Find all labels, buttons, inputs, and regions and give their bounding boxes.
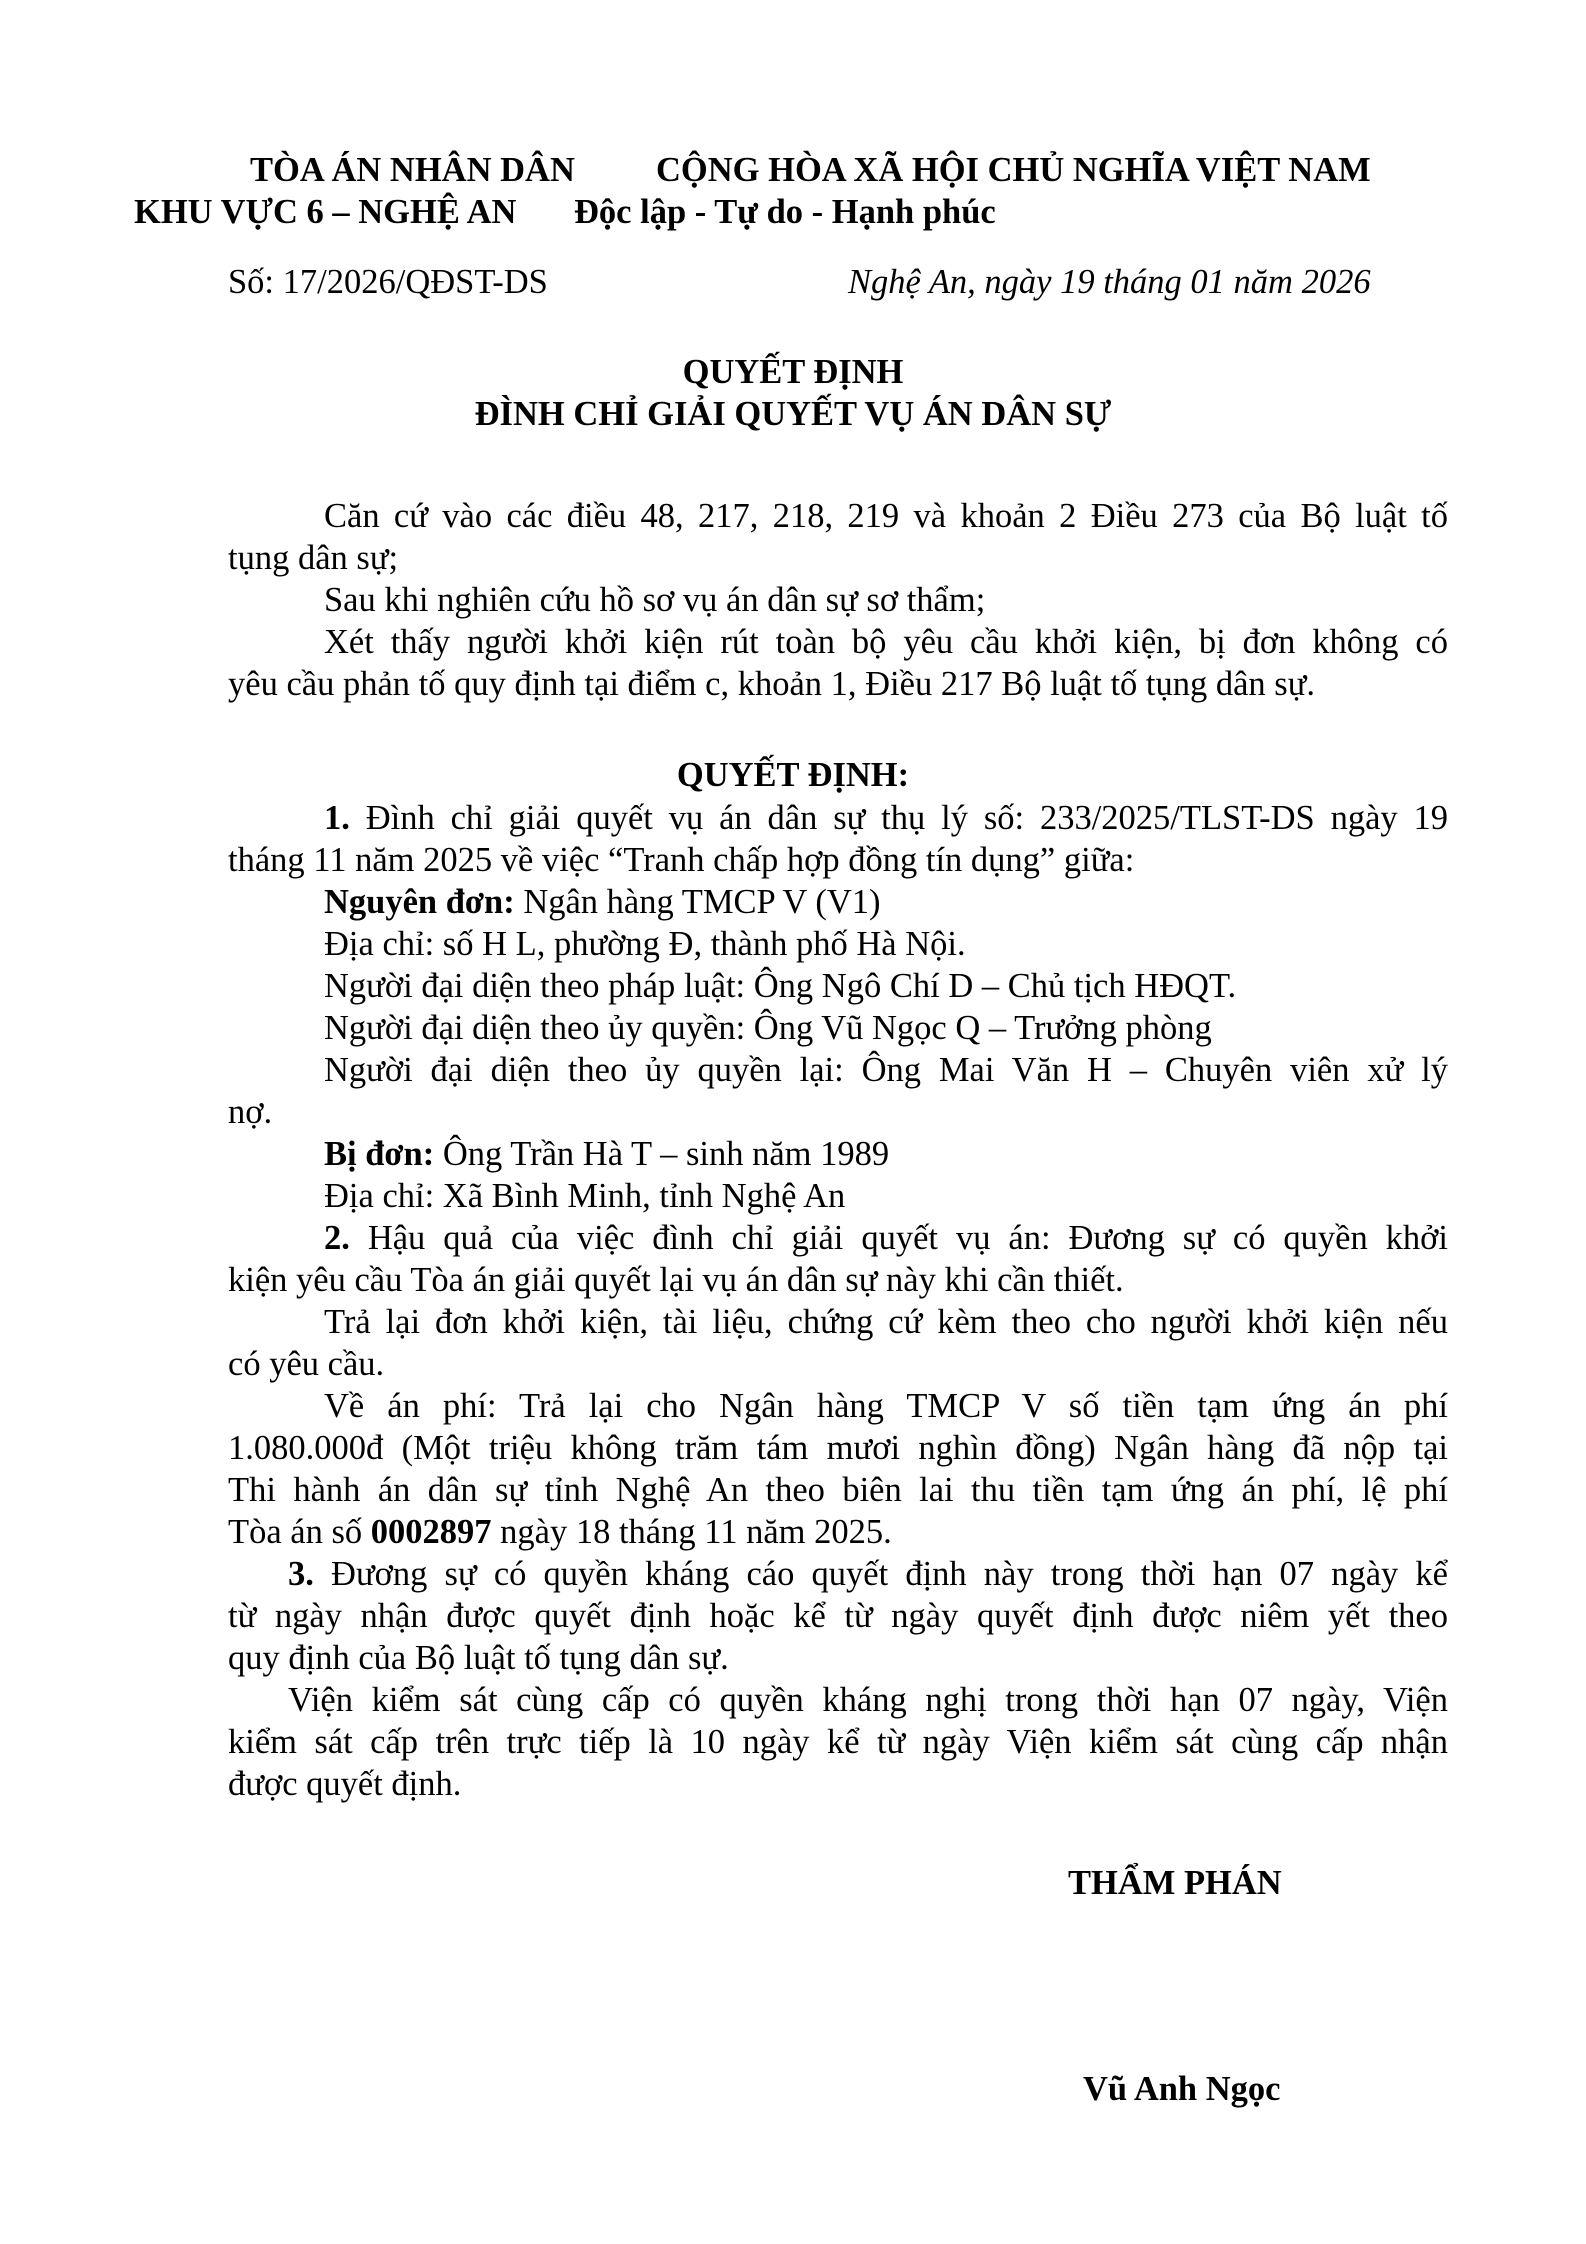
legal-basis-line2: tụng dân sự; [228, 539, 399, 577]
item1-line2: tháng 11 năm 2025 về việc “Tranh chấp hợp đồng tín dụng” giữa: [228, 841, 1135, 879]
sub-authorized-representative-line1: Người đại diện theo ủy quyền lại: Ông Mai Văn H – Chuyên viên xử lý [324, 1051, 1448, 1089]
sub-authorized-representative-line2: nợ. [228, 1093, 273, 1131]
receipt-number: 0002897 [370, 1513, 492, 1551]
document-title: QUYẾT ĐỊNH [682, 353, 904, 391]
signer-name: Vũ Anh Ngọc [1083, 2070, 1281, 2108]
document-subtitle: ĐÌNH CHỈ GIẢI QUYẾT VỤ ÁN DÂN SỰ [474, 395, 1112, 433]
document-number: Số: 17/2026/QĐST-DS [228, 263, 548, 301]
procuracy-line2: kiểm sát cấp trên trực tiếp là 10 ngày kể từ ngày Viện kiểm sát cùng cấp nhận [228, 1723, 1448, 1761]
item3-line1: 3. Đương sự có quyền kháng cáo quyết định này trong thời hạn 07 ngày kể [288, 1555, 1448, 1593]
court-name-line2: KHU VỰC 6 – NGHỆ AN [134, 193, 517, 231]
withdrawal-statement-line1: Xét thấy người khởi kiện rút toàn bộ yêu cầu khởi kiện, bị đơn không có [324, 623, 1448, 661]
plaintiff [324, 882, 880, 924]
item3-line2: từ ngày nhận được quyết định hoặc kể từ ngày quyết định được niêm yết theo [228, 1597, 1448, 1635]
court-fee-line2: 1.080.000đ (Một triệu không trăm tám mươi nghìn đồng) Ngân hàng đã nộp tại [228, 1429, 1448, 1467]
legal-representative: Người đại diện theo pháp luật: Ông Ngô Chí D – Chủ tịch HĐQT. [324, 967, 1237, 1005]
plaintiff-label: Nguyên đơn: [324, 883, 515, 921]
decision-heading: QUYẾT ĐỊNH: [676, 756, 910, 794]
court-fee-line1: Về án phí: Trả lại cho Ngân hàng TMCP V số tiền tạm ứng án phí [324, 1387, 1448, 1425]
legal-basis-line1: Căn cứ vào các điều 48, 217, 218, 219 và khoản 2 Điều 273 của Bộ luật tố [324, 497, 1448, 535]
defendant-value: Ông Trần Hà T – sinh năm 1989 [434, 1135, 890, 1173]
item2-line1: 2. Hậu quả của việc đình chỉ giải quyết vụ án: Đương sự có quyền khởi [324, 1219, 1448, 1257]
item2-line2: kiện yêu cầu Tòa án giải quyết lại vụ án dân sự này khi cần thiết. [228, 1261, 1124, 1299]
authorized-representative: Người đại diện theo ủy quyền: Ông Vũ Ngọc Q – Trưởng phòng [324, 1009, 1212, 1047]
signer-role: THẨM PHÁN [1068, 1864, 1282, 1902]
review-statement: Sau khi nghiên cứu hồ sơ vụ án dân sự sơ thẩm; [324, 581, 986, 619]
item1-line1: 1. Đình chỉ giải quyết vụ án dân sự thụ lý số: 233/2025/TLST-DS ngày 19 [324, 799, 1448, 837]
court-fee-line3: Thi hành án dân sự tỉnh Nghệ An theo biên lai thu tiền tạm ứng án phí, lệ phí [228, 1471, 1448, 1509]
plaintiff-value: Ngân hàng TMCP V (V1) [514, 883, 881, 921]
court-name-line1: TÒA ÁN NHÂN DÂN [250, 151, 575, 189]
procuracy-line1: Viện kiểm sát cùng cấp có quyền kháng nghị trong thời hạn 07 ngày, Viện [288, 1681, 1448, 1719]
court-fee-line4: Tòa án số 0002897 ngày 18 tháng 11 năm 2025. [228, 1513, 892, 1551]
nation-title: CỘNG HÒA XÃ HỘI CHỦ NGHĨA VIỆT NAM [656, 151, 1371, 189]
return-documents-line2: có yêu cầu. [228, 1345, 385, 1383]
withdrawal-statement-line2: yêu cầu phản tố quy định tại điểm c, khoản 1, Điều 217 Bộ luật tố tụng dân sự. [228, 665, 1316, 703]
return-documents-line1: Trả lại đơn khởi kiện, tài liệu, chứng cứ kèm theo cho người khởi kiện nếu [324, 1303, 1448, 1341]
defendant-address: Địa chỉ: Xã Bình Minh, tỉnh Nghệ An [324, 1177, 846, 1215]
nation-motto: Độc lập - Tự do - Hạnh phúc [574, 193, 996, 231]
defendant [324, 1134, 889, 1176]
defendant-label: Bị đơn: [324, 1135, 435, 1173]
place-and-date: Nghệ An, ngày 19 tháng 01 năm 2026 [848, 263, 1371, 301]
item3-line3: quy định của Bộ luật tố tụng dân sự. [228, 1639, 729, 1677]
plaintiff-address: Địa chỉ: số H L, phường Đ, thành phố Hà Nội. [324, 925, 966, 963]
procuracy-line3: được quyết định. [228, 1765, 462, 1803]
